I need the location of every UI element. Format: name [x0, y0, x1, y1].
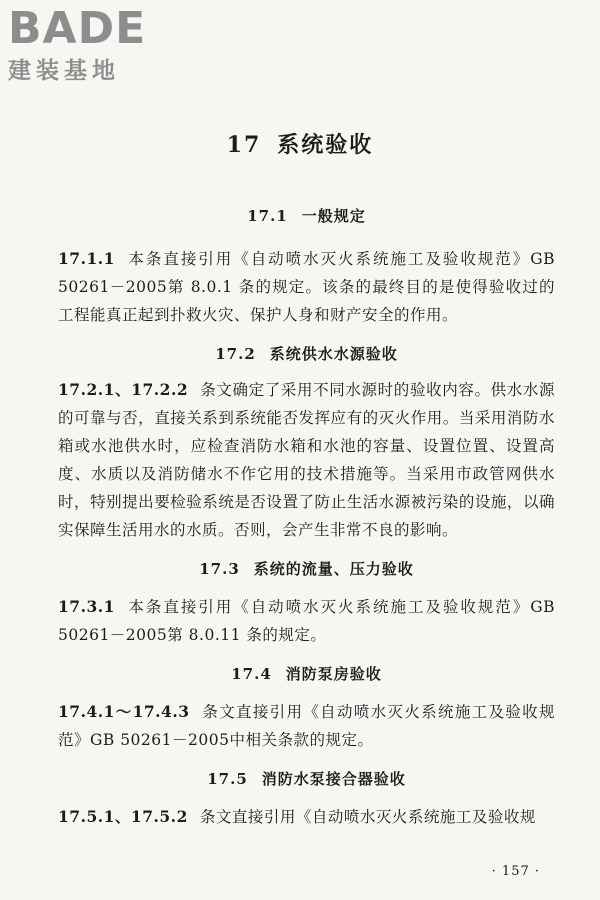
section-title	[58, 558, 555, 579]
section-title	[58, 343, 555, 364]
section-title	[58, 663, 555, 684]
section-title	[58, 768, 555, 789]
paragraph	[58, 698, 555, 754]
section-number: 17.2	[215, 345, 256, 363]
paragraph	[58, 376, 555, 544]
section-number: 17.3	[199, 560, 240, 578]
clause-text: 本条直接引用《自动喷水灭火系统施工及验收规范》GB 50261－2005第 8.0.11 条的规定。	[58, 598, 555, 644]
clause-ref: 17.5.1、17.5.2	[58, 807, 188, 826]
chapter-title	[0, 128, 600, 159]
chapter-number: 17	[226, 132, 262, 158]
section-heading: 系统的流量、压力验收	[253, 560, 414, 578]
clause-ref: 17.2.1、17.2.2	[58, 380, 189, 399]
section-heading: 消防水泵接合器验收	[261, 770, 406, 788]
paragraph	[58, 245, 555, 329]
chapter-heading: 系统验收	[277, 132, 374, 158]
watermark-logo	[8, 4, 178, 86]
section-title	[58, 205, 555, 226]
section-heading: 一般规定	[301, 207, 366, 225]
paragraph	[58, 803, 555, 831]
section-number: 17.5	[207, 770, 248, 788]
document-body	[58, 205, 555, 831]
clause-ref: 17.3.1	[58, 597, 115, 616]
clause-text: 条文直接引用《自动喷水灭火系统施工及验收规范》GB 50261－2005中相关条款的规定。	[58, 703, 555, 749]
clause-text: 条文直接引用《自动喷水灭火系统施工及验收规	[199, 808, 536, 826]
section-heading: 消防泵房验收	[285, 665, 382, 683]
section-number: 17.1	[247, 207, 288, 225]
clause-text: 本条直接引用《自动喷水灭火系统施工及验收规范》GB 50261－2005第 8.0.1 条的规定。该条的最终目的是使得验收过的工程能真正起到扑救火灾、保护人身和财产安全的作用。	[58, 250, 555, 324]
watermark-latin: BADE	[8, 3, 147, 54]
paragraph	[58, 593, 555, 649]
watermark-chinese: 建装基地	[8, 58, 120, 84]
clause-text: 条文确定了采用不同水源时的验收内容。供水水源的可靠与否，直接关系到系统能否发挥应有的灭火作用。当采用消防水箱或水池供水时，应检查消防水箱和水池的容量、设置位置、设置高度、水质以及消防储水不作它用的技术措施等。当采用市政管网供水时，特别提出要检验系统是否设置了防止生活水源被污染的设施，以确实保障生活用水的水质。否则，会产生非常不良的影响。	[58, 381, 555, 539]
clause-ref: 17.4.1～17.4.3	[58, 702, 190, 721]
page-number: · 157 ·	[491, 864, 540, 879]
section-heading: 系统供水水源验收	[269, 345, 398, 363]
section-number: 17.4	[231, 665, 272, 683]
clause-ref: 17.1.1	[58, 249, 115, 268]
